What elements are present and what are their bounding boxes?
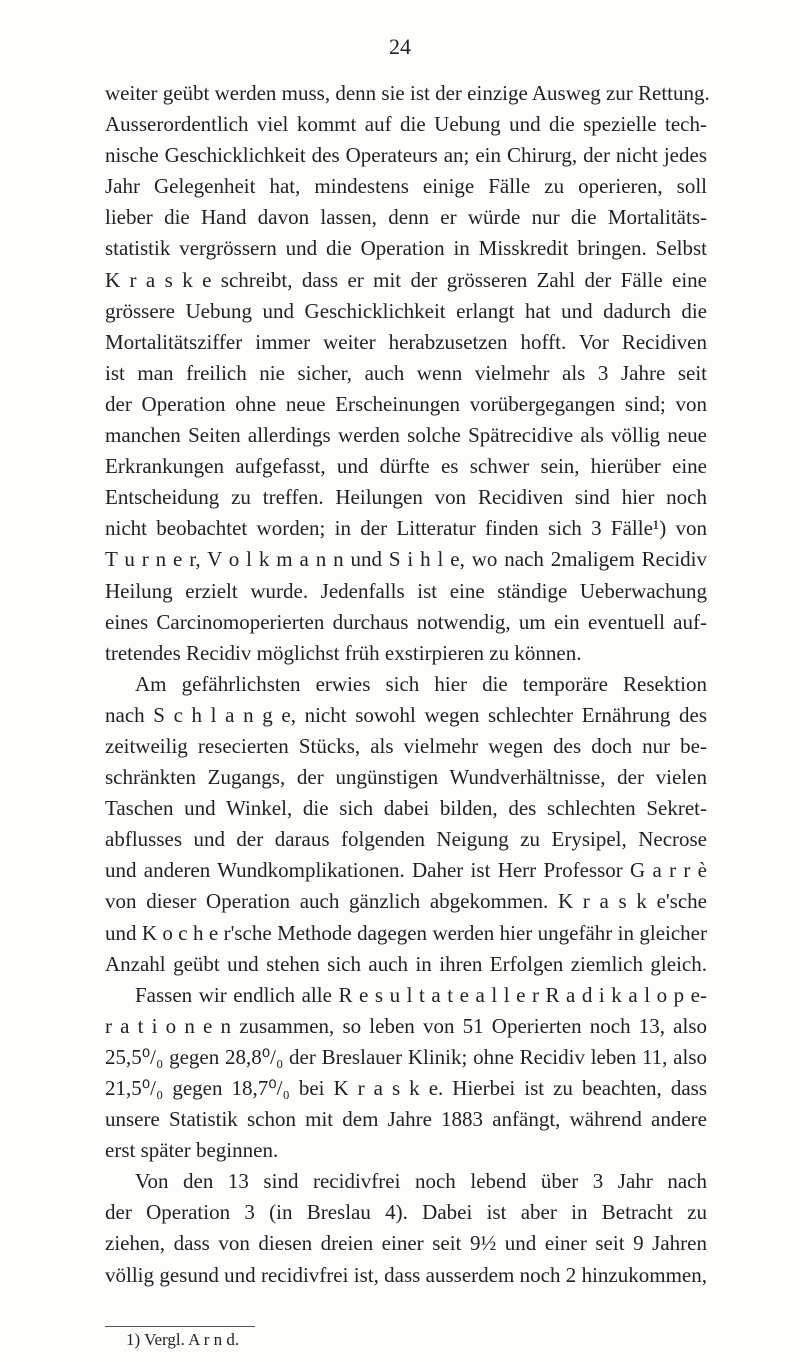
text-line: und K o c h e r'sche Methode dagegen werden hier ungefähr in gleicher bbox=[105, 920, 707, 945]
text-line: nische Geschicklichkeit des Operateurs an; ein Chirurg, der nicht jedes bbox=[105, 143, 707, 168]
text-line: Fassen wir endlich alle R e s u l t a t e a l l e r R a d i k a l o p e- bbox=[135, 982, 707, 1007]
text-line: 21,5⁰/₀ gegen 18,7⁰/₀ bei K r a s k e. Hierbei ist zu beachten, dass bbox=[105, 1076, 707, 1100]
text-line: weiter geübt werden muss, denn sie ist der einzige Ausweg zur Rettung. bbox=[105, 81, 710, 105]
text-line: grössere Uebung und Geschicklichkeit erlangt hat und dadurch die bbox=[105, 298, 707, 323]
text-line: nicht beobachtet worden; in der Litteratur finden sich 3 Fälle¹) von bbox=[105, 516, 707, 541]
text-line: der Operation ohne neue Erscheinungen vorübergegangen sind; von bbox=[105, 391, 707, 416]
text-line: Entscheidung zu treffen. Heilungen von Recidiven sind hier noch bbox=[105, 485, 707, 510]
text-line: nach S c h l a n g e, nicht sowohl wegen schlechter Ernährung des bbox=[105, 702, 707, 727]
body-text bbox=[105, 78, 710, 1291]
text-line: unsere Statistik schon mit dem Jahre 1883 anfängt, während andere bbox=[105, 1107, 707, 1132]
text-line: ist man freilich nie sicher, auch wenn vielmehr als 3 Jahre seit bbox=[105, 360, 707, 385]
text-line: Anzahl geübt und stehen sich auch in ihren Erfolgen ziemlich gleich. bbox=[105, 951, 707, 976]
text-line: abflusses und der daraus folgenden Neigung zu Erysipel, Necrose bbox=[105, 827, 707, 852]
text-line: völlig gesund und recidivfrei ist, dass ausserdem noch 2 hinzukommen, bbox=[105, 1262, 707, 1287]
footnote: 1) Vergl. A r n d. bbox=[126, 1330, 240, 1349]
text-line: statistik vergrössern und die Operation in Misskredit bringen. Selbst bbox=[105, 236, 707, 261]
text-line: Von den 13 sind recidivfrei noch lebend über 3 Jahr nach bbox=[135, 1169, 707, 1194]
text-line: Mortalitätsziffer immer weiter herabzusetzen hofft. Vor Recidiven bbox=[105, 329, 707, 354]
text-line: 25,5⁰/₀ gegen 28,8⁰/₀ der Breslauer Klinik; ohne Recidiv leben 11, also bbox=[105, 1044, 707, 1069]
text-line: Heilung erzielt wurde. Jedenfalls ist eine ständige Ueberwachung bbox=[105, 578, 707, 603]
text-line: und anderen Wundkomplikationen. Daher ist Herr Professor G a r r è bbox=[105, 858, 707, 883]
text-line: lieber die Hand davon lassen, denn er würde nur die Mortalitäts- bbox=[105, 205, 707, 230]
text-line: Taschen und Winkel, die sich dabei bilden, des schlechten Sekret- bbox=[105, 796, 707, 821]
text-line: erst später beginnen. bbox=[105, 1138, 279, 1163]
footnote-divider bbox=[105, 1326, 255, 1327]
text-line: T u r n e r, V o l k m a n n und S i h l e, wo nach 2maligem Recidiv bbox=[105, 547, 707, 572]
text-line: r a t i o n e n zusammen, so leben von 51 Operierten noch 13, also bbox=[105, 1013, 707, 1038]
text-line: Jahr Gelegenheit hat, mindestens einige Fälle zu operieren, soll bbox=[105, 174, 707, 199]
text-line: von dieser Operation auch gänzlich abgekommen. K r a s k e'sche bbox=[105, 889, 707, 914]
page-number: 24 bbox=[389, 34, 411, 59]
text-line: schränkten Zugangs, der ungünstigen Wundverhältnisse, der vielen bbox=[105, 765, 707, 790]
text-line: ziehen, dass von diesen dreien einer seit 9½ und einer seit 9 Jahren bbox=[105, 1231, 707, 1256]
text-line: eines Carcinomoperierten durchaus notwendig, um ein eventuell auf- bbox=[105, 609, 707, 634]
text-line: Am gefährlichsten erwies sich hier die temporäre Resektion bbox=[135, 671, 707, 696]
text-line: K r a s k e schreibt, dass er mit der grösseren Zahl der Fälle eine bbox=[105, 267, 707, 292]
text-line: zeitweilig resecierten Stücks, als vielmehr wegen des doch nur be- bbox=[105, 733, 707, 758]
text-line: manchen Seiten allerdings werden solche Spätrecidive als völlig neue bbox=[105, 423, 707, 448]
text-line: Ausserordentlich viel kommt auf die Uebung und die spezielle tech- bbox=[105, 112, 707, 137]
text-line: tretendes Recidiv möglichst früh exstirpieren zu können. bbox=[105, 640, 582, 665]
text-line: Erkrankungen aufgefasst, und dürfte es schwer sein, hierüber eine bbox=[105, 454, 707, 479]
text-line: der Operation 3 (in Breslau 4). Dabei ist aber in Betracht zu bbox=[105, 1200, 707, 1225]
